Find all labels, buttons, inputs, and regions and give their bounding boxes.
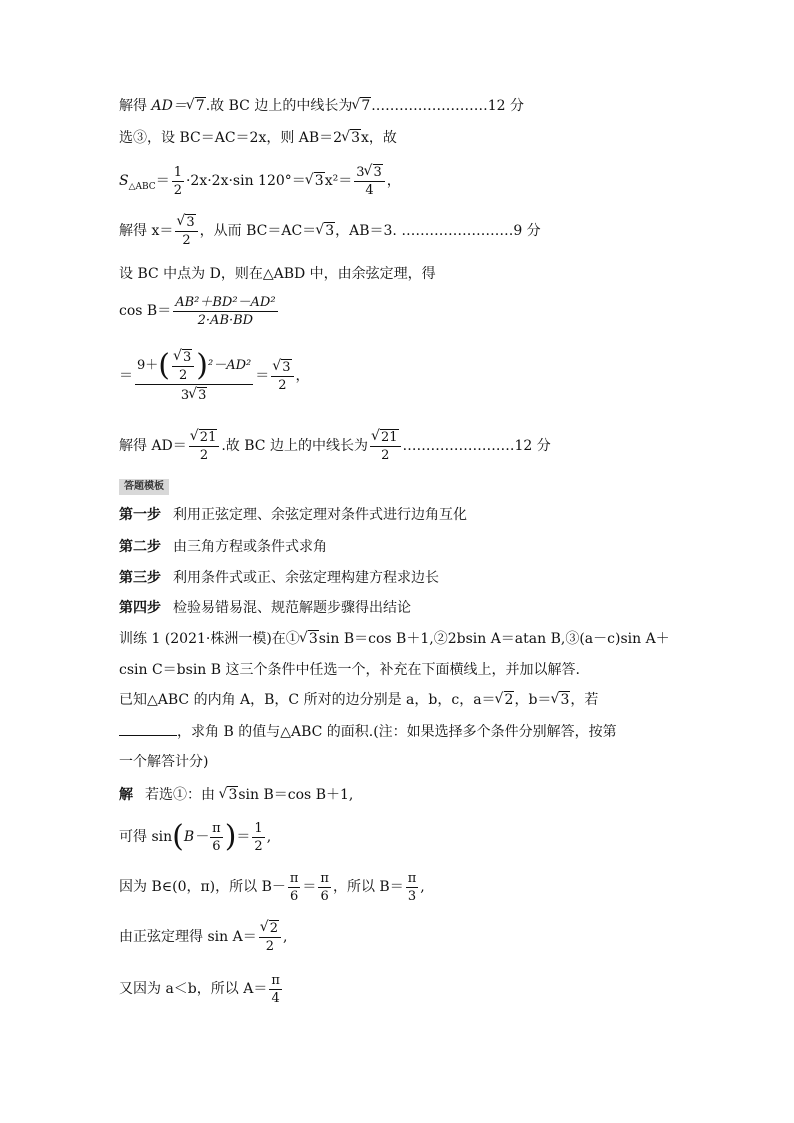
sqrt (306, 163, 325, 199)
text: sin B＝cos B＋1, (238, 787, 354, 803)
denominator: 6 (320, 888, 329, 904)
step-label: 第一步 (119, 507, 161, 523)
denominator: 2 (381, 447, 390, 463)
text: 训练 1 (2021·株洲一模)在① (119, 631, 300, 647)
radicand: 3 (198, 388, 207, 403)
text: ·2x·2x·sin 120°＝ (185, 173, 306, 189)
denominator: 2 (179, 367, 188, 383)
sqrt (300, 629, 319, 649)
denominator: 6 (212, 838, 221, 854)
fraction (271, 359, 293, 394)
numerator: π (271, 972, 280, 988)
denominator: 2 (278, 377, 287, 393)
radicand: 3 (314, 173, 324, 189)
fraction (173, 294, 277, 329)
step-label: 第四步 (119, 600, 161, 616)
denominator: 2 (182, 232, 191, 248)
step-label: 第二步 (119, 539, 161, 555)
line-ad-sqrt21 (119, 426, 551, 466)
step-text: 利用正弦定理、余弦定理对条件式进行边角互化 (173, 507, 467, 523)
text: , (420, 879, 425, 895)
text: ，所以 B＝ (332, 879, 404, 895)
fraction (318, 870, 331, 905)
fraction (210, 820, 223, 855)
sqrt (261, 920, 279, 937)
solution-line-5 (119, 968, 284, 1010)
radicand: 3 (373, 164, 382, 180)
numerator (189, 429, 220, 447)
dots: …………………… (402, 438, 515, 454)
denominator: 6 (290, 888, 299, 904)
line-cos-b-computed (119, 340, 310, 412)
text: x，故 (361, 130, 397, 146)
sqrt (191, 429, 218, 446)
denominator: 4 (271, 990, 280, 1006)
training-line-1 (119, 629, 670, 649)
training-line-2 (119, 660, 580, 680)
text: 解得 AD＝ (119, 438, 187, 454)
sqrt (496, 690, 515, 710)
denominator: 2 (265, 938, 274, 954)
text: , (266, 829, 272, 845)
answer-template-badge: 答题模板 (119, 479, 169, 495)
radicand: 3 (282, 359, 291, 375)
score: 12 分 (514, 438, 551, 454)
numerator: π (289, 870, 299, 886)
step-label: 第三步 (119, 570, 161, 586)
sqrt (219, 785, 238, 805)
step-text: 检验易错易混、规范解题步骤得出结论 (173, 600, 411, 616)
paren: ( (158, 348, 170, 383)
fraction (269, 972, 282, 1007)
radicand: 2 (269, 920, 278, 936)
sqrt (177, 214, 195, 231)
line-choice-3 (119, 128, 397, 148)
numerator: 1 (173, 164, 182, 180)
line-area-formula (119, 163, 401, 205)
text: ＝ (155, 173, 170, 189)
step-1 (119, 505, 467, 525)
text: 因为 B∈(0，π)，所以 B－ (119, 879, 286, 895)
denominator: 4 (365, 182, 374, 198)
text: 设 BC 中点为 D，则在△ABD 中，由余弦定理，得 (119, 266, 436, 282)
sqrt (372, 429, 399, 446)
paren: ) (224, 819, 237, 854)
paren: ) (196, 348, 208, 383)
radicand: 3 (228, 787, 238, 803)
numerator (172, 349, 194, 367)
text: 由正弦定理得 sin A＝ (119, 929, 257, 945)
text: ＝ (255, 368, 270, 384)
training-line-3 (119, 690, 598, 710)
score: 12 分 (487, 98, 524, 114)
numerator: π (407, 870, 417, 886)
step-2 (119, 537, 327, 557)
step-3 (119, 568, 439, 588)
radicand: 3 (351, 130, 361, 146)
paren: ( (172, 819, 184, 854)
numerator (135, 348, 253, 385)
text: AD＝ (151, 98, 187, 114)
fraction (172, 349, 194, 384)
radicand: 3 (186, 214, 195, 230)
denominator: 2 (254, 838, 263, 854)
fraction (189, 429, 220, 464)
step-text: 利用条件式或正、余弦定理构建方程求边长 (173, 570, 439, 586)
fraction (172, 164, 184, 199)
text: S (119, 173, 129, 189)
text: ＝ (302, 879, 317, 895)
sqrt (174, 349, 192, 366)
text: 9＋ (137, 358, 159, 373)
radicand: 21 (380, 429, 398, 445)
text: ，b＝ (514, 692, 552, 708)
solution-line-1 (119, 785, 353, 805)
text: ，若 (570, 692, 599, 708)
numerator (259, 920, 281, 938)
score: 9 分 (513, 223, 541, 239)
numerator (271, 359, 293, 377)
text: 若选①：由 (145, 787, 220, 803)
radicand: 3 (308, 631, 318, 647)
text: 解得 x＝ (119, 223, 174, 239)
sqrt (342, 128, 361, 148)
fraction (252, 820, 264, 855)
text: csin C＝bsin B 这三个条件中任选一个，补充在下面横线上，并加以解答. (119, 662, 580, 678)
training-line-4 (119, 721, 617, 742)
fraction (370, 429, 401, 464)
denominator (179, 385, 210, 404)
sqrt (316, 213, 335, 249)
solution-line-4 (119, 916, 287, 958)
fraction (288, 870, 301, 905)
line-midpoint-d (119, 264, 436, 284)
solution-line-2 (119, 816, 271, 858)
text: ＝ (119, 368, 133, 384)
subscript: △ABC (128, 181, 156, 192)
text: 一个解答计分) (119, 754, 209, 770)
text: ， (386, 173, 401, 189)
radicand: 3 (183, 349, 192, 365)
numerator: 1 (254, 820, 263, 836)
denominator: 2 (199, 447, 209, 463)
solution-line-3 (119, 866, 425, 908)
text: 解得 (119, 98, 152, 114)
denominator: 2·AB·BD (197, 312, 254, 328)
sqrt (352, 96, 371, 116)
text: .故 BC 边上的中线长为 (205, 98, 353, 114)
radicand: 21 (199, 429, 217, 445)
sqrt (365, 164, 383, 181)
numerator (370, 429, 401, 447)
sqrt (187, 96, 206, 116)
step-text: 由三角方程或条件式求角 (173, 539, 327, 555)
text: ，从而 BC＝AC＝ (199, 223, 317, 239)
training-line-5 (119, 752, 208, 772)
text: 又因为 a＜b，所以 A＝ (119, 981, 268, 997)
text: .故 BC 边上的中线长为 (221, 438, 368, 454)
fraction (175, 214, 197, 249)
fraction (354, 164, 385, 199)
sqrt (273, 359, 291, 376)
text: sin B＝cos B＋1,②2bsin A＝atan B,③(a－c)sin A＋ (318, 631, 670, 647)
line-solve-x (119, 213, 541, 249)
denominator: 2 (173, 182, 182, 198)
numerator: π (320, 870, 329, 886)
text: cos B＝ (119, 303, 172, 319)
text: ，AB＝3. …………………… (335, 223, 514, 239)
numerator (175, 214, 197, 232)
text: 3 (356, 164, 365, 180)
text: x²＝ (324, 173, 353, 189)
radicand: 7 (361, 98, 371, 114)
radicand: 2 (504, 692, 514, 708)
line-cos-b (119, 292, 280, 330)
sqrt (189, 387, 207, 404)
numerator: π (212, 820, 221, 836)
numerator: AB²＋BD²－AD² (175, 294, 276, 310)
answer-blank[interactable] (119, 721, 177, 736)
text: , (282, 929, 288, 945)
text: ²－AD² (208, 358, 252, 373)
text: 可得 sin (119, 829, 173, 845)
radicand: 7 (195, 98, 205, 114)
text: 选③，设 BC＝AC＝2x，则 AB＝2 (119, 130, 343, 146)
dots: .…………………… (371, 98, 488, 114)
fraction (135, 348, 253, 404)
numerator (354, 164, 385, 182)
radicand: 3 (560, 692, 570, 708)
text: ， (295, 368, 310, 384)
fraction (406, 870, 419, 905)
fraction (259, 920, 281, 955)
denominator: 3 (407, 888, 417, 904)
step-4 (119, 598, 411, 618)
text: 3 (180, 388, 190, 403)
text: ，求角 B 的值与△ABC 的面积.(注：如果选择多个条件分别解答，按第 (177, 724, 617, 740)
radicand: 3 (325, 223, 335, 239)
text: 已知△ABC 的内角 A，B，C 所对的边分别是 a，b，c，a＝ (119, 692, 496, 708)
solution-label: 解 (119, 787, 133, 803)
sqrt (551, 690, 570, 710)
line-ad-sqrt7 (119, 96, 524, 116)
text: B－ (183, 829, 209, 845)
text: ＝ (236, 829, 251, 845)
